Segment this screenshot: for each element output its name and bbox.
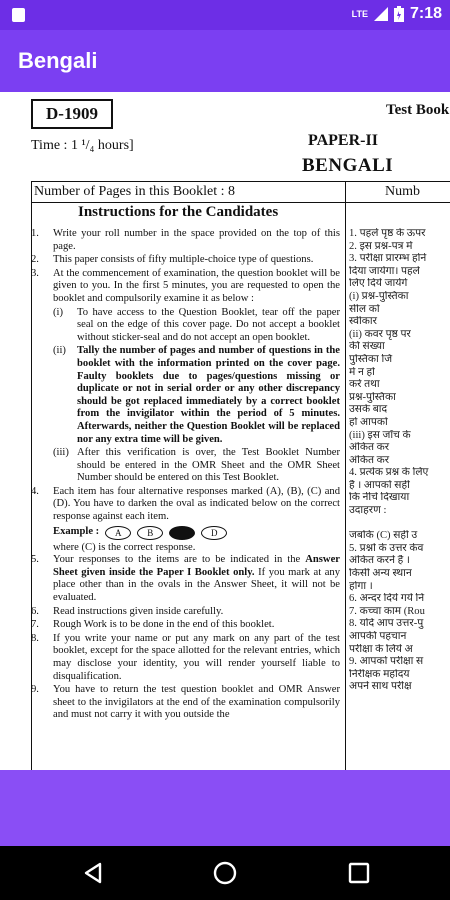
- instruction-number: (iii): [53, 447, 69, 459]
- hindi-line: 4. प्रत्येक प्रश्न के लिए: [349, 467, 429, 479]
- hindi-line: आपकी पहचान: [349, 631, 407, 642]
- divider-top: [31, 181, 450, 182]
- app-bar: [0, 30, 450, 92]
- instructions-list: [31, 228, 340, 723]
- hindi-line: 9. आपको परीक्षा स: [349, 656, 424, 668]
- hindi-line: 3. परीक्षा प्रारम्भ होने: [349, 253, 427, 265]
- bottom-bar: [0, 770, 450, 846]
- navigation-bar: [0, 846, 450, 900]
- hindi-line: अंकित कर: [349, 454, 390, 466]
- hindi-line: हो आपको: [349, 416, 388, 428]
- instruction-item: [31, 684, 340, 722]
- answer-oval: A: [105, 526, 131, 540]
- example-note: where (C) is the correct response.: [53, 541, 196, 553]
- hindi-line: [349, 518, 450, 531]
- hindi-line: किसी अन्य स्थान: [349, 568, 412, 580]
- instruction-text: Write your roll number in the space provided on the top of this page.: [53, 228, 340, 252]
- hindi-line: करें तथा: [349, 379, 380, 391]
- example-row: [53, 526, 340, 540]
- instruction-item: [31, 619, 340, 632]
- recents-icon[interactable]: [346, 860, 372, 886]
- hindi-line: है । आपको सही: [349, 479, 410, 491]
- instruction-item: [31, 268, 340, 306]
- instruction-number: 3.: [31, 267, 39, 279]
- instruction-number: (ii): [53, 345, 66, 357]
- instruction-item: [53, 345, 340, 446]
- test-booklet-label: Test Book: [386, 102, 450, 118]
- divider-pages: [31, 202, 450, 203]
- signal-icon: [374, 7, 388, 21]
- instruction-text: If you write your name or put any mark on any part of the test booklet, except for the space allotted for the relevant entries, which may disclose your identity, you will render yourself liable to disqualification.: [53, 632, 340, 682]
- status-bar: [0, 0, 450, 30]
- hindi-line: जबकि (C) सही उ: [349, 530, 418, 542]
- hindi-line: स्वीकार: [349, 316, 377, 328]
- instruction-number: (i): [53, 306, 63, 318]
- instruction-text: Tally the number of pages and number of questions in the booklet with the information printed on the cover page. Faulty booklets due to pages/questions missing or duplicate or not in serial order or any other discrepancy should be got replaced immediately by a correct booklet from the invigilator within the period of 5 minutes. Afterwards, neither the Question Booklet will be replaced nor any extra time will be given.: [77, 345, 340, 445]
- home-icon[interactable]: [212, 860, 238, 886]
- hindi-line: उसके बाद: [349, 404, 388, 416]
- app-title: Bengali: [18, 48, 98, 73]
- hindi-line: अंकित करने हैं ।: [349, 555, 410, 567]
- hindi-instructions-list: [349, 228, 450, 694]
- instruction-text: Rough Work is to be done in the end of this booklet.: [53, 619, 275, 631]
- instruction-item: [31, 254, 340, 267]
- instruction-bold: Answer Sheet given inside the Paper I Booklet only.: [53, 554, 340, 578]
- instruction-number: 5.: [31, 554, 39, 566]
- pages-label: Number of Pages in this Booklet : 8: [34, 184, 236, 199]
- instruction-text: Read instructions given inside carefully.: [53, 605, 224, 617]
- answer-oval: [169, 526, 195, 540]
- hindi-line: प्रश्न-पुस्तिका: [349, 391, 396, 403]
- example-label: Example :: [53, 526, 100, 538]
- answer-oval: B: [137, 526, 163, 540]
- instruction-text: Your responses to the items are to be indicated in the Answer Sheet given inside the Paper I Booklet only. If you mark at any place other than in the ovals in the Answer Sheet, it will not be evaluated.: [53, 554, 340, 604]
- instruction-item: [31, 228, 340, 253]
- instruction-number: 4.: [31, 485, 39, 497]
- clock: 7:18: [409, 5, 442, 22]
- hindi-line: उदाहरण :: [349, 505, 387, 517]
- hindi-line: (i) प्रश्न-पुस्तिका: [349, 290, 409, 302]
- hindi-line: होगा ।: [349, 580, 373, 592]
- document-viewer[interactable]: [0, 92, 450, 770]
- instruction-number: 6.: [31, 605, 39, 617]
- hindi-line: अंकित कर: [349, 442, 390, 454]
- instruction-item: [53, 307, 340, 345]
- instruction-text: You have to return the test question booklet and OMR Answer sheet to the invigilators at the end of the examination compulsorily and must not carry it with you outside the: [53, 684, 340, 721]
- instruction-item: [53, 447, 340, 485]
- instructions-heading: Instructions for the Candidates: [78, 204, 279, 220]
- hindi-line: 7. कच्चा काम (Rou: [349, 605, 425, 617]
- divider-middle: [345, 182, 346, 770]
- instruction-number: 2.: [31, 254, 39, 266]
- subject-label: BENGALI: [302, 155, 394, 176]
- instruction-text: At the commencement of examination, the question booklet will be given to you. In the first 5 minutes, you are requested to open the booklet and compulsorily examine it as below :: [53, 267, 340, 304]
- hindi-line: अपने साथ परीक्ष: [349, 681, 412, 693]
- instruction-text: Each item has four alternative responses marked (A), (B), (C) and (D). You have to darken the oval as indicated below on the correct response against each item.: [53, 485, 340, 523]
- hindi-line: (iii) इस जाँच के: [349, 429, 411, 441]
- instruction-number: 1.: [31, 228, 39, 239]
- hindi-line: सील को: [349, 303, 380, 315]
- status-right: [352, 5, 442, 23]
- instruction-item: [31, 554, 340, 604]
- instruction-text: To have access to the Question Booklet, tear off the paper seal on the edge of this cover page. Do not accept a booklet without sticker-seal and do not accept an open booklet.: [77, 306, 340, 343]
- time-label: Time : 1 ¹/₄ hours]: [31, 138, 134, 153]
- instruction-text: After this verification is over, the Test Booklet Number should be entered in the OMR Sheet and the OMR Sheet Number should be entered on this Test Booklet.: [77, 447, 340, 484]
- network-label: LTE: [351, 9, 368, 19]
- paper-label: PAPER-II: [308, 132, 378, 149]
- instruction-number: 7.: [31, 619, 39, 631]
- answer-oval: D: [201, 526, 227, 540]
- hindi-line: 5. प्रश्नों के उत्तर केव: [349, 542, 424, 554]
- hindi-line: 2. इस प्रश्न-पत्र में: [349, 240, 413, 252]
- instruction-text: This paper consists of fifty multiple-choice type of questions.: [53, 254, 314, 266]
- hindi-line: परीक्षा के लिये अ: [349, 643, 413, 655]
- hindi-line: कि नीचे दिखाया: [349, 492, 410, 504]
- instruction-item: [31, 606, 340, 619]
- instruction-number: 9.: [31, 684, 39, 696]
- battery-icon: [394, 6, 404, 22]
- hindi-line: की संख्या: [349, 341, 385, 353]
- instruction-number: 8.: [31, 632, 39, 644]
- back-icon[interactable]: [80, 860, 106, 886]
- booklet-code: D-1909: [31, 99, 113, 129]
- hindi-line: दिया जायेगा। पहले: [349, 265, 420, 277]
- question-paper-page: [0, 92, 450, 770]
- instruction-item: [31, 486, 340, 524]
- number-right-label: Numb: [385, 184, 420, 199]
- notification-icon: [12, 8, 25, 22]
- hindi-line: में न हों: [349, 366, 375, 378]
- hindi-line: लिए दिये जायेंगे: [349, 278, 408, 290]
- hindi-line: पुस्तिका जि: [349, 353, 393, 365]
- hindi-line: 1. पहले पृष्ठ के ऊपर: [349, 228, 426, 239]
- hindi-line: (ii) कवर पृष्ठ पर: [349, 328, 411, 340]
- instruction-item: [31, 633, 340, 683]
- hindi-line: 6. अन्दर दिये गये नि: [349, 593, 425, 605]
- hindi-line: निरीक्षक महोदय: [349, 668, 410, 680]
- hindi-line: 8. यदि आप उत्तर-पु: [349, 618, 424, 630]
